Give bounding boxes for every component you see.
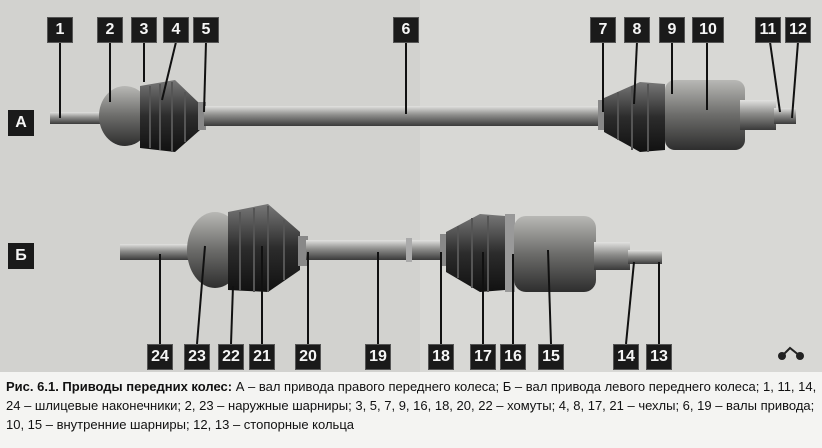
callout-20: 20 (295, 344, 321, 370)
callout-6: 6 (393, 17, 419, 43)
callout-8: 8 (624, 17, 650, 43)
callout-4: 4 (163, 17, 189, 43)
callout-16: 16 (500, 344, 526, 370)
row-label-a: А (8, 110, 34, 136)
callout-19: 19 (365, 344, 391, 370)
callout-18: 18 (428, 344, 454, 370)
figure-caption (6, 377, 818, 434)
callout-9: 9 (659, 17, 685, 43)
callout-21: 21 (249, 344, 275, 370)
callout-1: 1 (47, 17, 73, 43)
callout-15: 15 (538, 344, 564, 370)
callout-22: 22 (218, 344, 244, 370)
callout-7: 7 (590, 17, 616, 43)
callout-3: 3 (131, 17, 157, 43)
callout-11: 11 (755, 17, 781, 43)
callout-12: 12 (785, 17, 811, 43)
callout-24: 24 (147, 344, 173, 370)
callout-2: 2 (97, 17, 123, 43)
row-label-b: Б (8, 243, 34, 269)
callout-14: 14 (613, 344, 639, 370)
caption-title: Рис. 6.1. Приводы передних колес: (6, 379, 233, 394)
callout-23: 23 (184, 344, 210, 370)
callout-5: 5 (193, 17, 219, 43)
callout-13: 13 (646, 344, 672, 370)
caption-text: А – вал привода правого переднего колеса; Б – вал привода левого переднего колеса; 1, 11, 14, 24 – шлицевые наконечники; 2, 23 – наружные шарниры; 3, 5, 7, 9, 16, 18, 20, 22 – хомуты; 4, 8, 17, 21 – чехлы; 6, 19 – валы привода; 10, 15 – внутренние шарниры; 12, 13 – стопорные кольца (6, 379, 817, 432)
callout-17: 17 (470, 344, 496, 370)
callout-10: 10 (692, 17, 724, 43)
